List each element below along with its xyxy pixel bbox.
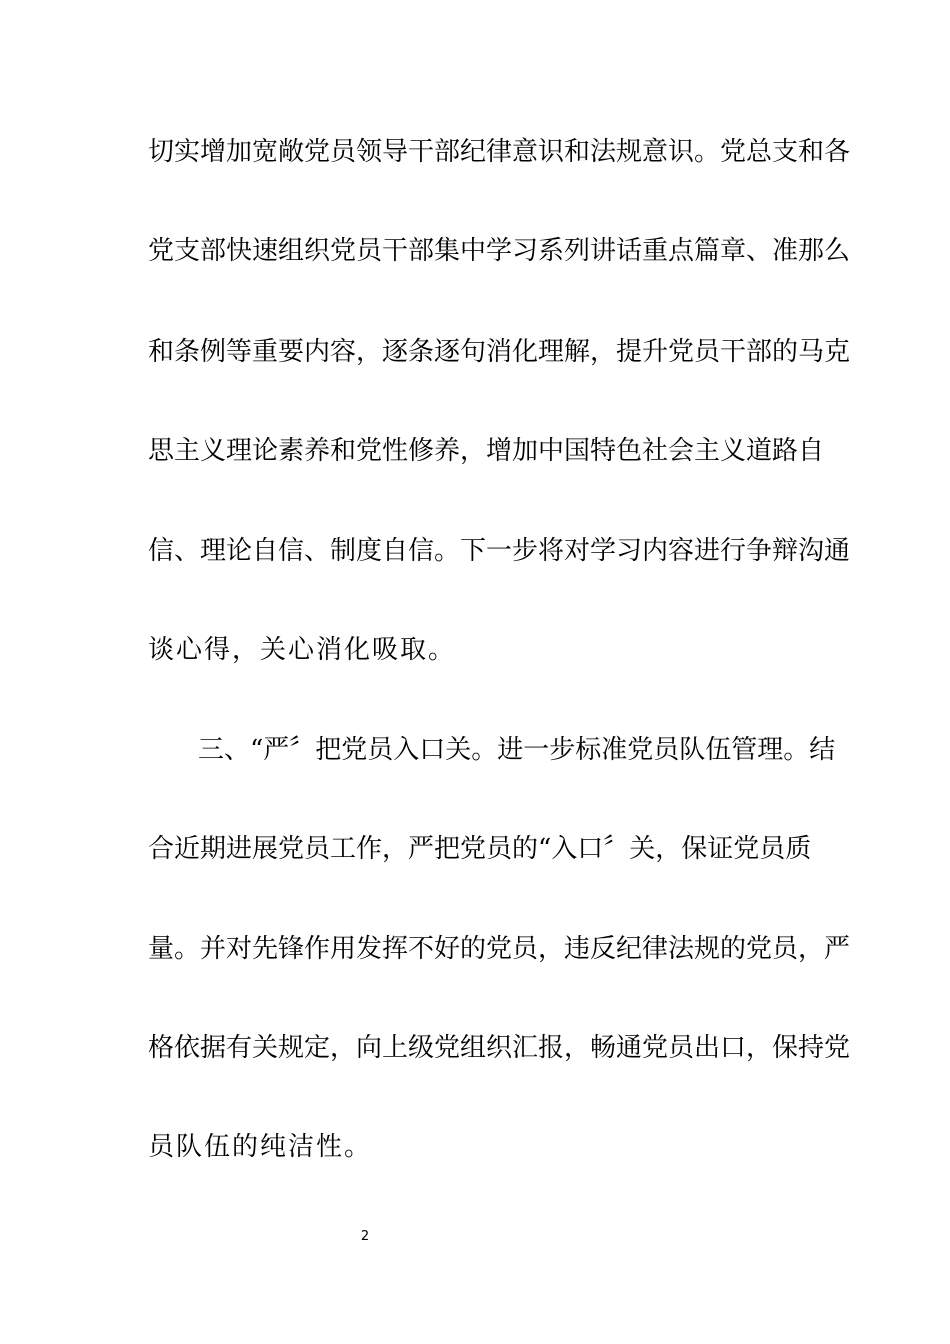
paragraph-1-line-4: 思主义理论素养和党性修养，增加中国特色社会主义道路自: [148, 436, 825, 466]
paragraph-1-line-6: 谈心得，关心消化吸取。: [148, 635, 457, 665]
paragraph-2-line-3: 量。并对先锋作用发挥不好的党员，违反纪律法规的党员，严: [148, 934, 851, 964]
paragraph-2-line-5: 员队伍的纯洁性。: [148, 1132, 373, 1162]
paragraph-2-line-1: 三、“严〞把党员入口关。进一步标准党员队伍管理。结: [198, 735, 836, 765]
page-number: 2: [360, 1229, 370, 1244]
paragraph-1-line-5: 信、理论自信、制度自信。下一步将对学习内容进行争辩沟通: [148, 536, 851, 566]
paragraph-1-line-1: 切实增加宽敞党员领导干部纪律意识和法规意识。党总支和各: [148, 137, 851, 167]
paragraph-2-line-4: 格依据有关规定，向上级党组织汇报，畅通党员出口，保持党: [148, 1033, 851, 1063]
paragraph-2-line-2: 合近期进展党员工作，严把党员的“入口〞关，保证党员质: [148, 834, 812, 864]
paragraph-1-line-3: 和条例等重要内容，逐条逐句消化理解，提升党员干部的马克: [148, 337, 851, 367]
paragraph-1-line-2: 党支部快速组织党员干部集中学习系列讲话重点篇章、准那么: [148, 236, 851, 266]
